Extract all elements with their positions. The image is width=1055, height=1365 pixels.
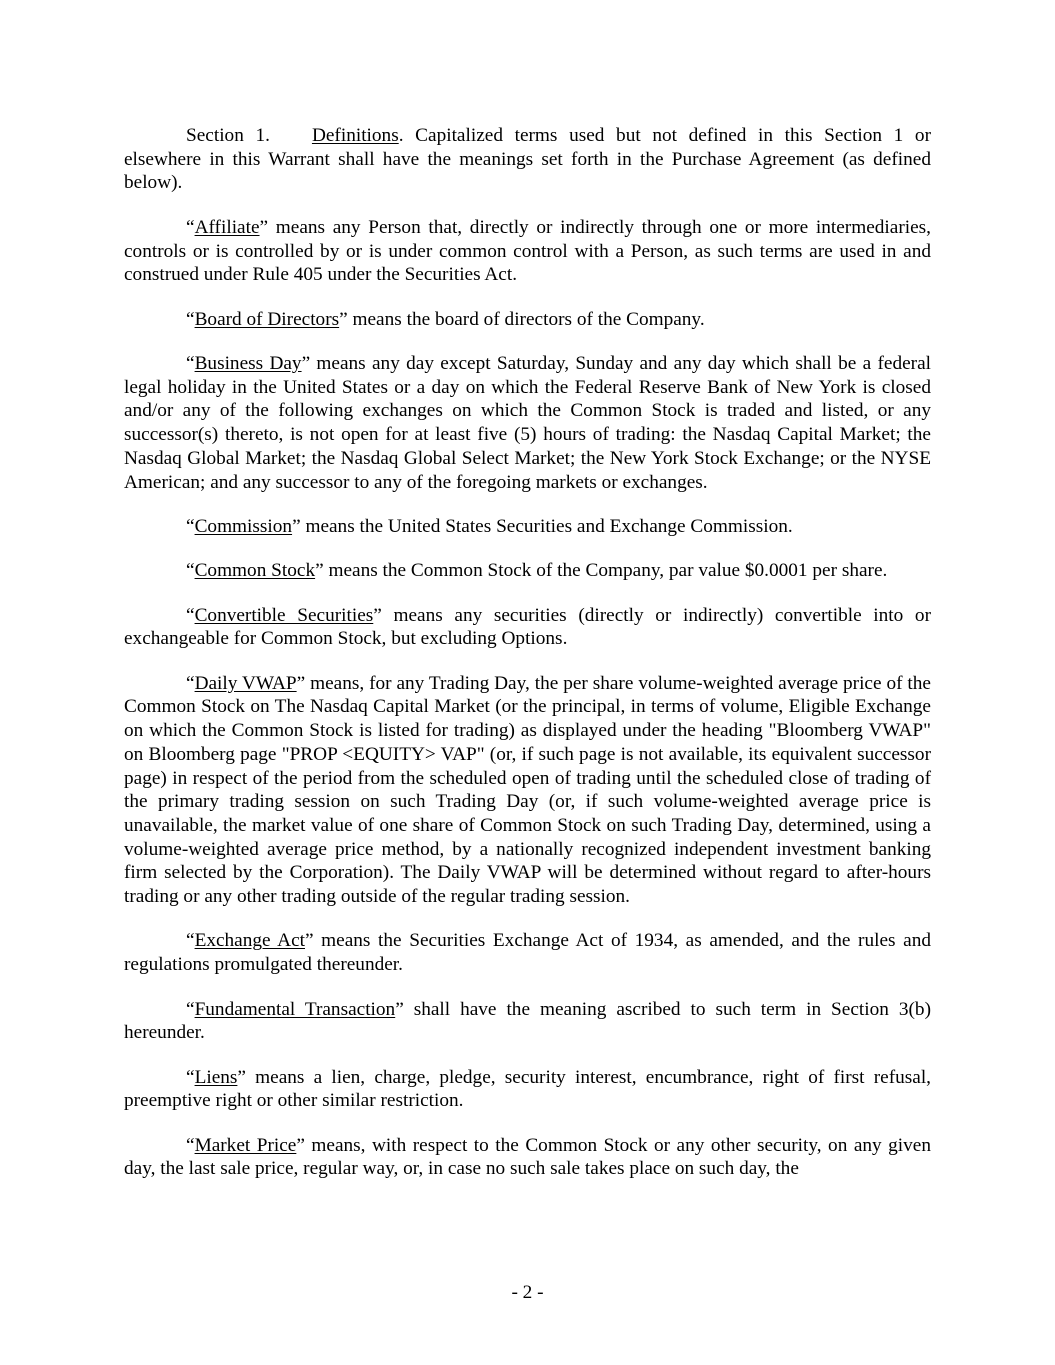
definition-commission (124, 515, 931, 539)
open-quote: “ (186, 216, 195, 238)
page-number: - 2 - (511, 1282, 544, 1303)
definition-text: ” shall have the meaning ascribed to such term in Section 3(b) hereunder. (124, 998, 931, 1044)
definition-text: ” means any Person that, directly or indirectly through one or more intermediaries, controls or is controlled by or is under common control with a Person, as such terms are used in and construed under Rule 405 under the Securities Act. (124, 216, 931, 286)
section-title: Definitions (311, 125, 399, 146)
defined-term: Business Day (194, 352, 302, 374)
defined-term: Liens (194, 1066, 238, 1088)
definition-exchange-act (124, 929, 931, 976)
definition-market-price (124, 1134, 931, 1181)
open-quote: “ (186, 515, 195, 537)
open-quote: “ (186, 308, 195, 330)
definition-text: ” means a lien, charge, pledge, security interest, encumbrance, right of first refusal, preemptive right or other similar restriction. (124, 1066, 931, 1112)
defined-term: Market Price (194, 1134, 297, 1156)
section-1-paragraph (124, 124, 931, 195)
definition-affiliate (124, 216, 931, 287)
open-quote: “ (186, 1134, 195, 1156)
defined-term: Affiliate (194, 216, 260, 238)
definition-fundamental-transaction (124, 998, 931, 1045)
defined-term: Exchange Act (194, 930, 305, 952)
definition-text: ” means, for any Trading Day, the per share volume-weighted average price of the Common Stock on The Nasdaq Capital Market (or the principal, in terms of volume, Eligible Exchange on which the Common Stock is listed for trading) as displayed under the heading "Bloomberg VWAP" on Bloomberg page "PROP <EQUITY> VAP" (or, if such page is not available, its equivalent successor page) in respect of the period from the scheduled open of trading until the scheduled close of trading of the primary trading session on such Trading Day (or, if such volume-weighted average price is unavailable, the market value of one share of Common Stock on such Trading Day, determined, using a volume-weighted average price method, by a nationally recognized independent investment banking firm selected by the Corporation). The Daily VWAP will be determined without regard to after-hours trading or any other trading outside of the regular trading session. (124, 672, 931, 908)
defined-term: Common Stock (194, 560, 316, 582)
document-page (124, 124, 931, 1202)
open-quote: “ (186, 1066, 195, 1088)
definition-text: ” means the United States Securities and Exchange Commission. (292, 515, 793, 537)
definition-text: ” means the Securities Exchange Act of 1934, as amended, and the rules and regulations promulgated thereunder. (124, 930, 931, 976)
open-quote: “ (186, 352, 195, 374)
defined-term: Daily VWAP (194, 672, 297, 694)
section-intro-text: . Capitalized terms used but not defined in this Section 1 or elsewhere in this Warrant shall have the meanings set forth in the Purchase Agreement (as defined below). (124, 125, 931, 194)
definition-common-stock (124, 559, 931, 583)
definition-daily-vwap (124, 672, 931, 909)
definition-liens (124, 1066, 931, 1113)
definition-text: ” means any day except Saturday, Sunday and any day which shall be a federal legal holiday in the United States or a day on which the Federal Reserve Bank of New York is closed and/or any of the following exchanges on which the Common Stock is traded and listed, or any successor(s) thereto, is not open for at least five (5) hours of trading: the Nasdaq Capital Market; the Nasdaq Global Market; the Nasdaq Global Select Market; the New York Stock Exchange; or the NYSE American; and any successor to any of the foregoing markets or exchanges. (124, 352, 931, 493)
definition-business-day (124, 352, 931, 494)
definition-board-of-directors (124, 308, 931, 332)
definition-text: ” means any securities (directly or indirectly) convertible into or exchangeable for Common Stock, but excluding Options. (124, 604, 931, 650)
defined-term: Board of Directors (194, 308, 340, 330)
defined-term: Commission (194, 515, 293, 537)
open-quote: “ (186, 560, 195, 582)
defined-term: Convertible Securities (194, 604, 374, 626)
defined-term: Fundamental Transaction (194, 998, 396, 1020)
section-number: Section 1. (186, 125, 270, 146)
open-quote: “ (186, 998, 195, 1020)
open-quote: “ (186, 604, 195, 626)
open-quote: “ (186, 672, 195, 694)
definition-text: ” means, with respect to the Common Stock or any other security, on any given day, the last sale price, regular way, or, in case no such sale takes place on such day, the (124, 1134, 931, 1180)
definition-convertible-securities (124, 604, 931, 651)
definition-text: ” means the board of directors of the Company. (339, 308, 705, 330)
definition-text: ” means the Common Stock of the Company, par value $0.0001 per share. (315, 560, 888, 582)
open-quote: “ (186, 930, 195, 952)
